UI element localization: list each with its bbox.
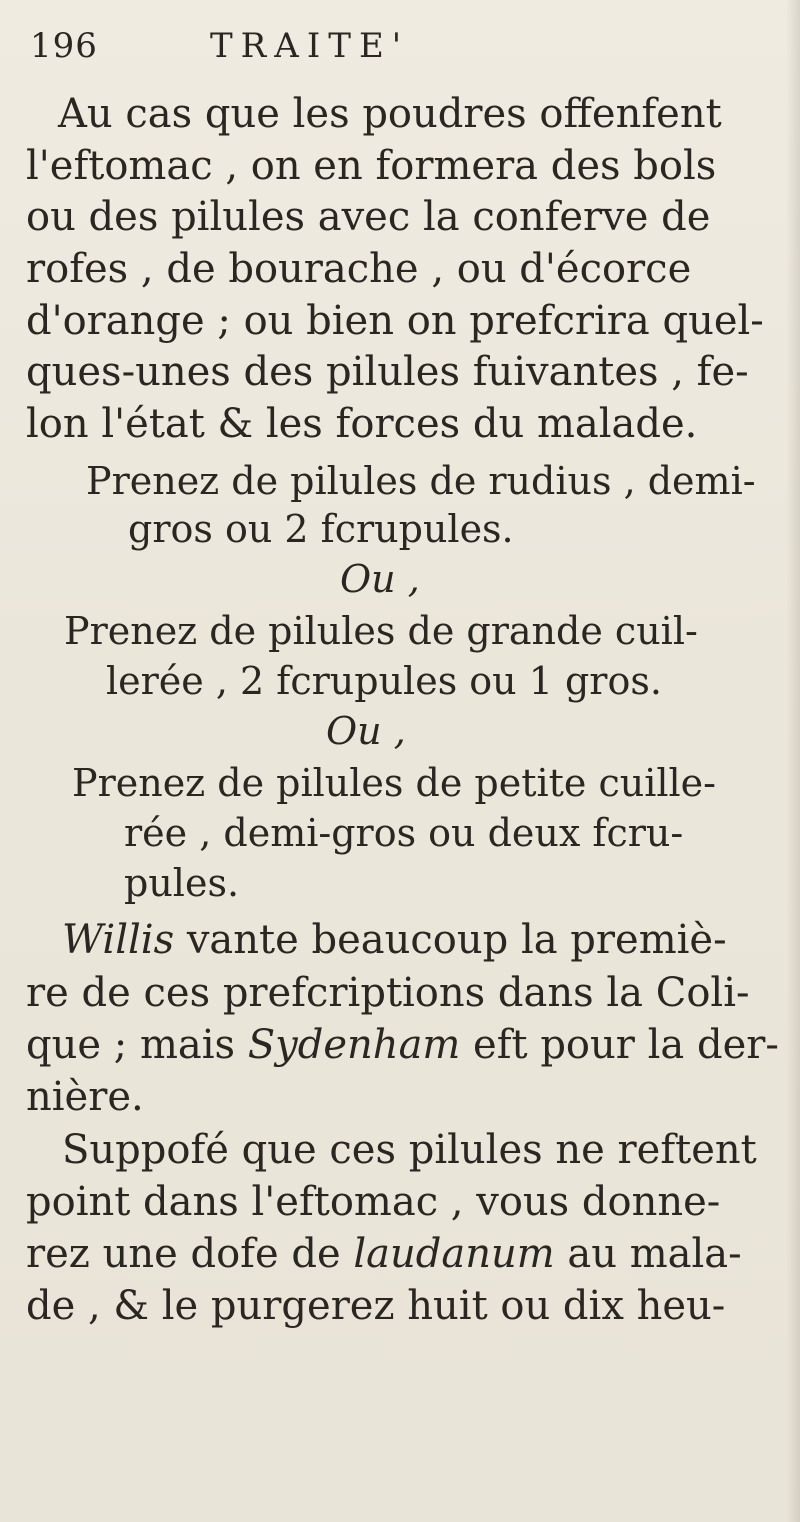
body-text-line: l'eftomac , on en formera des bols: [26, 143, 717, 189]
prescription-line: Prenez de pilules de grande cuil-: [64, 609, 698, 653]
page-header: [30, 26, 770, 86]
body-text-line: rofes , de bourache , ou d'écorce: [26, 246, 692, 292]
body-text-line: ques-unes des pilules fuivantes , fe-: [26, 349, 749, 395]
prescription-line: Prenez de pilules de petite cuille-: [72, 761, 717, 805]
body-text-line: d'orange ; ou bien on prefcrira quel-: [26, 298, 764, 344]
body-text-line: nière.: [26, 1074, 144, 1120]
page-number: 196: [30, 26, 98, 66]
author-name-sydenham: Sydenham: [247, 1022, 461, 1068]
body-text-line: [62, 917, 727, 963]
body-text-line: Suppofé que ces pilules ne reftent: [62, 1127, 757, 1173]
text-fragment: rez une dofe de: [26, 1231, 354, 1277]
text-fragment: que ; mais: [26, 1022, 248, 1068]
body-text-line: point dans l'eftomac , vous donne-: [26, 1179, 721, 1225]
body-text-line: [26, 1231, 742, 1277]
prescription-line: Prenez de pilules de rudius , demi-: [86, 459, 756, 503]
body-text-line: de , & le purgerez huit ou dix heu-: [26, 1283, 726, 1329]
prescription-line: pules.: [124, 861, 240, 905]
text-fragment: eft pour la der-: [460, 1022, 779, 1068]
prescription-line: rée , demi-gros ou deux fcru-: [124, 811, 684, 855]
separator-ou: Ou ,: [326, 709, 406, 753]
text-fragment: vante beaucoup la premiè-: [174, 917, 727, 963]
body-text-line: ou des pilules avec la conferve de: [26, 194, 711, 240]
body-text-line: Au cas que les poudres offenfent: [58, 91, 722, 137]
term-laudanum: laudanum: [353, 1231, 555, 1277]
prescription-line: gros ou 2 fcrupules.: [128, 507, 514, 551]
text-fragment: au mala-: [554, 1231, 742, 1277]
body-text-line: [26, 1022, 779, 1068]
author-name-willis: Willis: [62, 917, 175, 963]
running-title: TRAITE': [210, 26, 410, 66]
body-text-line: re de ces prefcriptions dans la Coli-: [26, 970, 750, 1016]
prescription-line: lerée , 2 fcrupules ou 1 gros.: [106, 659, 662, 703]
separator-ou: Ou ,: [340, 557, 420, 601]
page-edge-shadow: [786, 0, 800, 1522]
body-text-line: lon l'état & les forces du malade.: [26, 401, 698, 447]
